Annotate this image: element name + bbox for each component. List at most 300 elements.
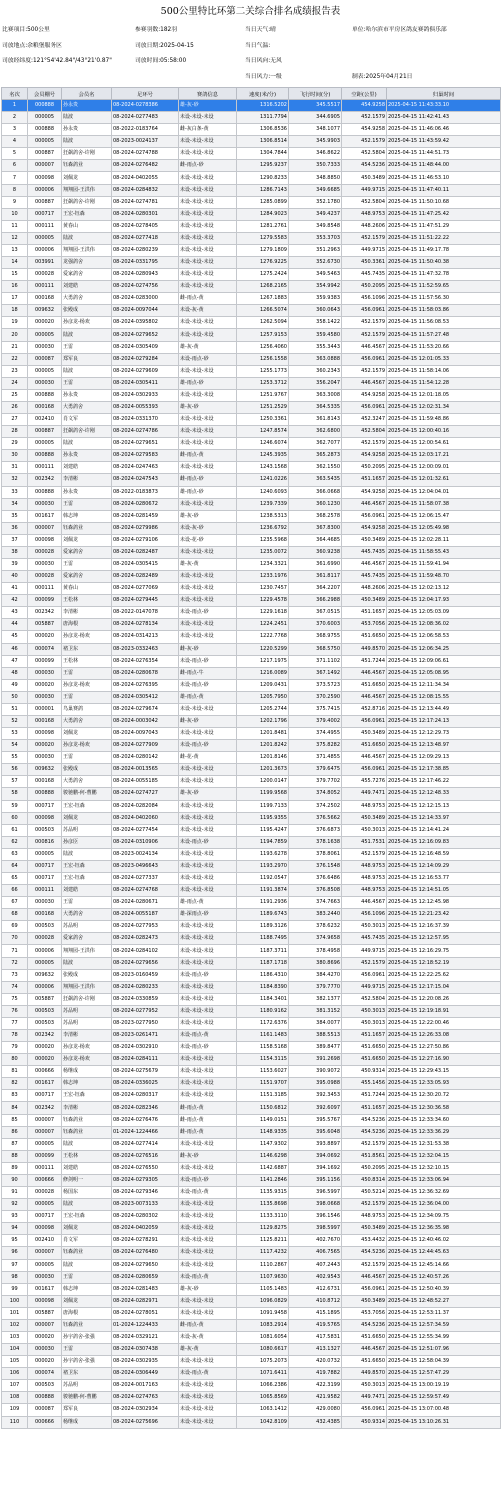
table-cell: 王雷 [62, 377, 112, 389]
table-cell: 000098 [28, 812, 62, 824]
table-cell: 366.0668 [289, 486, 342, 498]
table-row[interactable] [2, 945, 501, 957]
table-row[interactable] [2, 1271, 501, 1283]
table-cell: 雄-深雨点-砂 [179, 909, 237, 921]
table-cell: 000005 [28, 232, 62, 244]
table-row[interactable] [2, 921, 501, 933]
table-row[interactable] [2, 1187, 501, 1199]
table-cell: 407.2443 [289, 1259, 342, 1271]
table-body [2, 100, 501, 1429]
table-row[interactable] [2, 655, 501, 667]
table-row[interactable] [2, 1078, 501, 1090]
table-cell: 1240.6093 [237, 486, 289, 498]
table-cell: 2025-04-15 12:05:49.98 [387, 522, 501, 534]
table-cell: 000717 [28, 800, 62, 812]
table-cell: 85 [2, 1114, 28, 1126]
table-row[interactable] [2, 546, 501, 558]
table-cell: 未设-雨点-砂 [179, 679, 237, 691]
table-cell: 398.5997 [289, 1223, 342, 1235]
table-cell: 2025-04-15 11:58:55.43 [387, 546, 501, 558]
table-cell: 08-2024-0277069 [112, 583, 179, 595]
table-row[interactable] [2, 377, 501, 389]
table-cell: 1229.4578 [237, 595, 289, 607]
table-cell: 2025-04-15 12:12:15.13 [387, 800, 501, 812]
table-cell: 446.4567 [342, 897, 387, 909]
table-cell: 50 [2, 691, 28, 703]
table-cell: 1255.1773 [237, 365, 289, 377]
table-cell: 450.3013 [342, 1005, 387, 1017]
table-row[interactable] [2, 269, 501, 281]
table-row[interactable] [2, 389, 501, 401]
column-header[interactable]: 归巢时间 [387, 88, 501, 100]
table-cell: 大勇鸽舍 [62, 715, 112, 727]
table-cell: 1229.1618 [237, 607, 289, 619]
table-row[interactable] [2, 740, 501, 752]
column-header[interactable]: 会员棚号 [28, 88, 62, 100]
table-cell: 肖文军 [62, 414, 112, 426]
table-row[interactable] [2, 1017, 501, 1029]
table-cell: 379.6475 [289, 764, 342, 776]
table-cell: 陆波 [62, 136, 112, 148]
table-cell: 456.0961 [342, 510, 387, 522]
table-cell: 000005 [28, 848, 62, 860]
table-cell: 448.9753 [342, 800, 387, 812]
table-cell: 1224.2451 [237, 619, 289, 631]
table-row[interactable] [2, 885, 501, 897]
column-header[interactable]: 速度(米/分) [237, 88, 289, 100]
table-cell: 雄-雨点-黄 [179, 691, 237, 703]
table-cell: 未设-灰-砂 [179, 522, 237, 534]
table-cell: 08-2024-0278051 [112, 1307, 179, 1319]
table-cell: 64 [2, 860, 28, 872]
table-row[interactable] [2, 1150, 501, 1162]
table-row[interactable] [2, 993, 501, 1005]
column-header[interactable]: 赛鸽信息 [179, 88, 237, 100]
table-cell: 王宏-钰森 [62, 800, 112, 812]
table-cell: 000111 [28, 462, 62, 474]
table-row[interactable] [2, 438, 501, 450]
table-row[interactable] [2, 800, 501, 812]
table-cell: 452.1579 [342, 1259, 387, 1271]
table-cell: 16 [2, 281, 28, 293]
table-cell: 395.5767 [289, 1114, 342, 1126]
table-cell: 000111 [28, 1162, 62, 1174]
table-cell: 350.7333 [289, 160, 342, 172]
table-cell: 未设-未设-未设 [179, 1380, 237, 1392]
table-cell: 452.1579 [342, 957, 387, 969]
table-cell: 002410 [28, 1235, 62, 1247]
table-row[interactable] [2, 462, 501, 474]
table-cell: 1153.6027 [237, 1066, 289, 1078]
table-cell: 000168 [28, 715, 62, 727]
table-cell: 2025-04-15 12:36:04.00 [387, 1199, 501, 1211]
table-cell: 42 [2, 595, 28, 607]
table-cell: 2025-04-15 11:53:20.66 [387, 341, 501, 353]
table-row[interactable] [2, 1223, 501, 1235]
table-cell: 000007 [28, 1319, 62, 1331]
table-cell: 000503 [28, 1380, 62, 1392]
table-cell: 08-2024-0280678 [112, 667, 179, 679]
table-cell: 王雷 [62, 558, 112, 570]
table-row[interactable] [2, 160, 501, 172]
table-cell: 2025-04-15 11:44:51.73 [387, 148, 501, 160]
table-cell: 375.7415 [289, 703, 342, 715]
table-row[interactable] [2, 1054, 501, 1066]
table-row[interactable] [2, 897, 501, 909]
table-cell: 2025-04-15 12:05:08.95 [387, 667, 501, 679]
table-cell: 452.1579 [342, 438, 387, 450]
table-row[interactable] [2, 1126, 501, 1138]
table-row[interactable] [2, 607, 501, 619]
table-cell: 刘佩龙 [62, 172, 112, 184]
table-cell: 83 [2, 1090, 28, 1102]
table-cell: 344.6905 [289, 112, 342, 124]
table-cell: 08-2024-0274768 [112, 885, 179, 897]
table-cell: 57 [2, 776, 28, 788]
table-cell: 郑军良 [62, 353, 112, 365]
table-row[interactable] [2, 836, 501, 848]
table-cell: 451.7244 [342, 1090, 387, 1102]
table-row[interactable] [2, 486, 501, 498]
table-cell: 1202.1796 [237, 715, 289, 727]
table-row[interactable] [2, 558, 501, 570]
table-cell: 364.5335 [289, 401, 342, 413]
table-row[interactable] [2, 764, 501, 776]
table-row[interactable] [2, 595, 501, 607]
table-cell: 451.7244 [342, 655, 387, 667]
table-row[interactable] [2, 619, 501, 631]
race-info-field [352, 41, 501, 57]
table-row[interactable] [2, 474, 501, 486]
table-cell: 392.6097 [289, 1102, 342, 1114]
table-cell: 雄-灰-砂 [179, 1283, 237, 1295]
table-cell: 452.1579 [342, 232, 387, 244]
table-row[interactable] [2, 981, 501, 993]
table-cell: 456.0961 [342, 1404, 387, 1416]
table-row[interactable] [2, 1392, 501, 1404]
table-row[interactable] [2, 715, 501, 727]
table-row[interactable] [2, 257, 501, 269]
table-row[interactable] [2, 365, 501, 377]
table-row[interactable] [2, 631, 501, 643]
table-row[interactable] [2, 414, 501, 426]
table-cell: 27 [2, 414, 28, 426]
table-cell: 002342 [28, 1102, 62, 1114]
table-row[interactable] [2, 1368, 501, 1380]
table-cell: 388.5513 [289, 1030, 342, 1042]
table-cell: 1151.9707 [237, 1078, 289, 1090]
table-cell: 105 [2, 1356, 28, 1368]
column-header[interactable]: 空距(公里) [342, 88, 387, 100]
table-row[interactable] [2, 583, 501, 595]
table-row[interactable] [2, 1174, 501, 1186]
table-row[interactable] [2, 1380, 501, 1392]
table-row[interactable] [2, 510, 501, 522]
table-row[interactable] [2, 244, 501, 256]
table-row[interactable] [2, 1030, 501, 1042]
table-cell: 08-2024-0275696 [112, 1416, 179, 1428]
table-cell: 2025-04-15 12:03:17.21 [387, 450, 501, 462]
table-cell: 爱家鸽舍 [62, 269, 112, 281]
table-row[interactable] [2, 909, 501, 921]
table-row[interactable] [2, 450, 501, 462]
table-cell: 1193.2970 [237, 860, 289, 872]
table-cell: 2025-04-15 12:09:29.13 [387, 752, 501, 764]
table-cell: 2025-04-15 12:17:15.04 [387, 981, 501, 993]
table-cell: 2025-04-15 11:47:40.11 [387, 184, 501, 196]
table-cell: 2025-04-15 12:27:16.90 [387, 1054, 501, 1066]
table-cell: 451.6650 [342, 740, 387, 752]
table-row[interactable] [2, 426, 501, 438]
table-row[interactable] [2, 100, 501, 112]
table-cell: 419.7882 [289, 1368, 342, 1380]
table-row[interactable] [2, 112, 501, 124]
table-cell: 449.7471 [342, 1392, 387, 1404]
table-cell: 08-2024-0280142 [112, 752, 179, 764]
table-cell: 346.8622 [289, 148, 342, 160]
table-row[interactable] [2, 305, 501, 317]
table-row[interactable] [2, 728, 501, 740]
table-cell: 08-2024-0276482 [112, 160, 179, 172]
table-row[interactable] [2, 873, 501, 885]
table-cell: 40 [2, 571, 28, 583]
table-cell: 1065.8569 [237, 1392, 289, 1404]
table-cell: 2025-04-15 13:07:00.48 [387, 1404, 501, 1416]
table-cell: 000816 [28, 836, 62, 848]
table-cell: 2025-04-15 12:40:57.26 [387, 1271, 501, 1283]
table-cell: 未设-未设-未设 [179, 1295, 237, 1307]
table-row[interactable] [2, 401, 501, 413]
table-cell: 08-2024-0279583 [112, 450, 179, 462]
table-cell: 1146.6298 [237, 1150, 289, 1162]
table-cell: 1194.7859 [237, 836, 289, 848]
table-row[interactable] [2, 1138, 501, 1150]
table-cell: 王宏-钰森 [62, 1211, 112, 1223]
column-header[interactable]: 名次 [2, 88, 28, 100]
table-row[interactable] [2, 643, 501, 655]
table-row[interactable] [2, 703, 501, 715]
table-cell: 367.0515 [289, 607, 342, 619]
table-row[interactable] [2, 667, 501, 679]
table-row[interactable] [2, 522, 501, 534]
table-cell: 2025-04-15 12:17:38.85 [387, 764, 501, 776]
table-row[interactable] [2, 353, 501, 365]
table-row[interactable] [2, 1235, 501, 1247]
table-cell: 359.9383 [289, 293, 342, 305]
table-cell: 01-2024-1224433 [112, 1319, 179, 1331]
table-cell: 000888 [28, 124, 62, 136]
table-cell: 苏品明 [62, 921, 112, 933]
table-cell: 08-2023-0277950 [112, 1017, 179, 1029]
table-cell: 374.9658 [289, 933, 342, 945]
table-cell: 2025-04-15 12:48:52.27 [387, 1295, 501, 1307]
table-row[interactable] [2, 1307, 501, 1319]
table-row[interactable] [2, 1102, 501, 1114]
table-row[interactable] [2, 752, 501, 764]
table-row[interactable] [2, 1247, 501, 1259]
table-cell: 2025-04-15 12:11:34.34 [387, 679, 501, 691]
table-row[interactable] [2, 1005, 501, 1017]
table-row[interactable] [2, 1331, 501, 1343]
table-row[interactable] [2, 172, 501, 184]
table-cell: 002342 [28, 607, 62, 619]
table-cell: 68 [2, 909, 28, 921]
table-row[interactable] [2, 1042, 501, 1054]
table-row[interactable] [2, 220, 501, 232]
table-row[interactable] [2, 1066, 501, 1078]
table-cell: 1199.9568 [237, 788, 289, 800]
table-cell: 08-2024-0282473 [112, 933, 179, 945]
table-cell: 1281.2761 [237, 220, 289, 232]
table-row[interactable] [2, 1416, 501, 1428]
table-cell: 1184.8390 [237, 981, 289, 993]
table-row[interactable] [2, 969, 501, 981]
table-row[interactable] [2, 1259, 501, 1271]
table-cell: 371.1102 [289, 655, 342, 667]
table-cell: 1286.7143 [237, 184, 289, 196]
table-row[interactable] [2, 1344, 501, 1356]
column-header[interactable]: 飞行时间(分) [289, 88, 342, 100]
table-row[interactable] [2, 329, 501, 341]
table-row[interactable] [2, 691, 501, 703]
table-cell: 2025-04-15 13:00:19.19 [387, 1380, 501, 1392]
table-cell: 雌-灰-砂 [179, 643, 237, 655]
table-cell: 08-2024-0274763 [112, 1392, 179, 1404]
table-row[interactable] [2, 824, 501, 836]
table-row[interactable] [2, 776, 501, 788]
table-cell: 未设-雨点-黄 [179, 1368, 237, 1380]
table-cell: 000098 [28, 1295, 62, 1307]
table-cell: 未设-未设-未设 [179, 232, 237, 244]
table-cell: 2025-04-15 12:14:09.29 [387, 860, 501, 872]
table-row[interactable] [2, 1211, 501, 1223]
table-row[interactable] [2, 208, 501, 220]
table-cell: 000005 [28, 957, 62, 969]
table-cell: 2025-04-15 11:43:33.10 [387, 100, 501, 112]
table-cell: 王宏-钰森 [62, 860, 112, 872]
table-row[interactable] [2, 1114, 501, 1126]
table-cell: 2025-04-15 12:33:34.60 [387, 1114, 501, 1126]
table-row[interactable] [2, 148, 501, 160]
table-row[interactable] [2, 848, 501, 860]
table-row[interactable] [2, 957, 501, 969]
table-cell: 刘佩龙 [62, 812, 112, 824]
table-row[interactable] [2, 196, 501, 208]
table-cell: 李清彬 [62, 607, 112, 619]
table-cell: 2025-04-15 11:58:07.38 [387, 498, 501, 510]
table-cell: 446.4567 [342, 558, 387, 570]
table-cell: 000005 [28, 1138, 62, 1150]
table-cell: 08-2024-0276354 [112, 655, 179, 667]
table-cell: 钰森鸽业 [62, 1126, 112, 1138]
table-row[interactable] [2, 1090, 501, 1102]
table-cell: 2025-04-15 11:50:40.38 [387, 257, 501, 269]
table-row[interactable] [2, 184, 501, 196]
table-row[interactable] [2, 1199, 501, 1211]
table-cell: 08-2024-0282489 [112, 571, 179, 583]
table-row[interactable] [2, 812, 501, 824]
table-cell: 陆波 [62, 438, 112, 450]
column-header[interactable]: 足环号 [112, 88, 179, 100]
table-row[interactable] [2, 1295, 501, 1307]
table-cell: 454.9258 [342, 124, 387, 136]
table-row[interactable] [2, 136, 501, 148]
table-cell: 08-2024-0276476 [112, 1114, 179, 1126]
table-cell: 1241.0226 [237, 474, 289, 486]
table-row[interactable] [2, 1319, 501, 1331]
table-cell: 2025-04-15 11:47:51.29 [387, 220, 501, 232]
table-cell: 452.8716 [342, 703, 387, 715]
table-row[interactable] [2, 1162, 501, 1174]
table-cell: 2025-04-15 12:50:40.39 [387, 1283, 501, 1295]
table-cell: 451.1657 [342, 1030, 387, 1042]
table-cell: 2025-04-15 12:13:44.49 [387, 703, 501, 715]
table-row[interactable] [2, 281, 501, 293]
table-cell: 26 [2, 401, 28, 413]
table-row[interactable] [2, 317, 501, 329]
table-cell: 456.1096 [342, 293, 387, 305]
table-cell: 1220.5299 [237, 643, 289, 655]
table-cell: 000098 [28, 728, 62, 740]
table-cell: 360.2343 [289, 365, 342, 377]
table-cell: 2025-04-15 12:32:10.15 [387, 1162, 501, 1174]
table-cell: 47 [2, 655, 28, 667]
table-cell: 1230.7457 [237, 583, 289, 595]
table-cell: 08-2024-0280672 [112, 498, 179, 510]
table-row[interactable] [2, 788, 501, 800]
table-cell: 08-2024-0279305 [112, 1174, 179, 1186]
table-row[interactable] [2, 679, 501, 691]
table-cell: 黄春山 [62, 583, 112, 595]
table-row[interactable] [2, 124, 501, 136]
table-cell: 08-2024-0277418 [112, 232, 179, 244]
table-cell: 452.1579 [342, 112, 387, 124]
table-cell: 2025-04-15 12:00:54.61 [387, 438, 501, 450]
table-cell: 371.4855 [289, 752, 342, 764]
table-cell: 未设-未设-未设 [179, 619, 237, 631]
table-cell: 000030 [28, 558, 62, 570]
table-row[interactable] [2, 860, 501, 872]
table-row[interactable] [2, 534, 501, 546]
table-cell: 005887 [28, 1307, 62, 1319]
table-row[interactable] [2, 293, 501, 305]
column-header[interactable]: 会员名 [62, 88, 112, 100]
table-row[interactable] [2, 571, 501, 583]
table-cell: 28 [2, 426, 28, 438]
table-cell: 376.5662 [289, 812, 342, 824]
table-row[interactable] [2, 1404, 501, 1416]
table-cell: 爱家鸽舍 [62, 546, 112, 558]
table-cell: 000020 [28, 317, 62, 329]
table-row[interactable] [2, 341, 501, 353]
table-cell: 张殿成 [62, 305, 112, 317]
table-cell: 71 [2, 945, 28, 957]
table-row[interactable] [2, 1283, 501, 1295]
table-cell: 52 [2, 715, 28, 727]
table-cell: 410.8712 [289, 1295, 342, 1307]
table-cell: 30 [2, 450, 28, 462]
table-cell: 08-2024-0302933 [112, 389, 179, 401]
table-row[interactable] [2, 1356, 501, 1368]
table-cell: 2025-04-15 12:06:58.53 [387, 631, 501, 643]
table-cell: 360.9238 [289, 546, 342, 558]
table-row[interactable] [2, 933, 501, 945]
table-row[interactable] [2, 498, 501, 510]
table-cell: 未设-雨点-砂 [179, 607, 237, 619]
table-cell: 雌-雨点-牛 [179, 667, 237, 679]
table-row[interactable] [2, 232, 501, 244]
table-cell: 2025-04-15 11:58:14.06 [387, 365, 501, 377]
